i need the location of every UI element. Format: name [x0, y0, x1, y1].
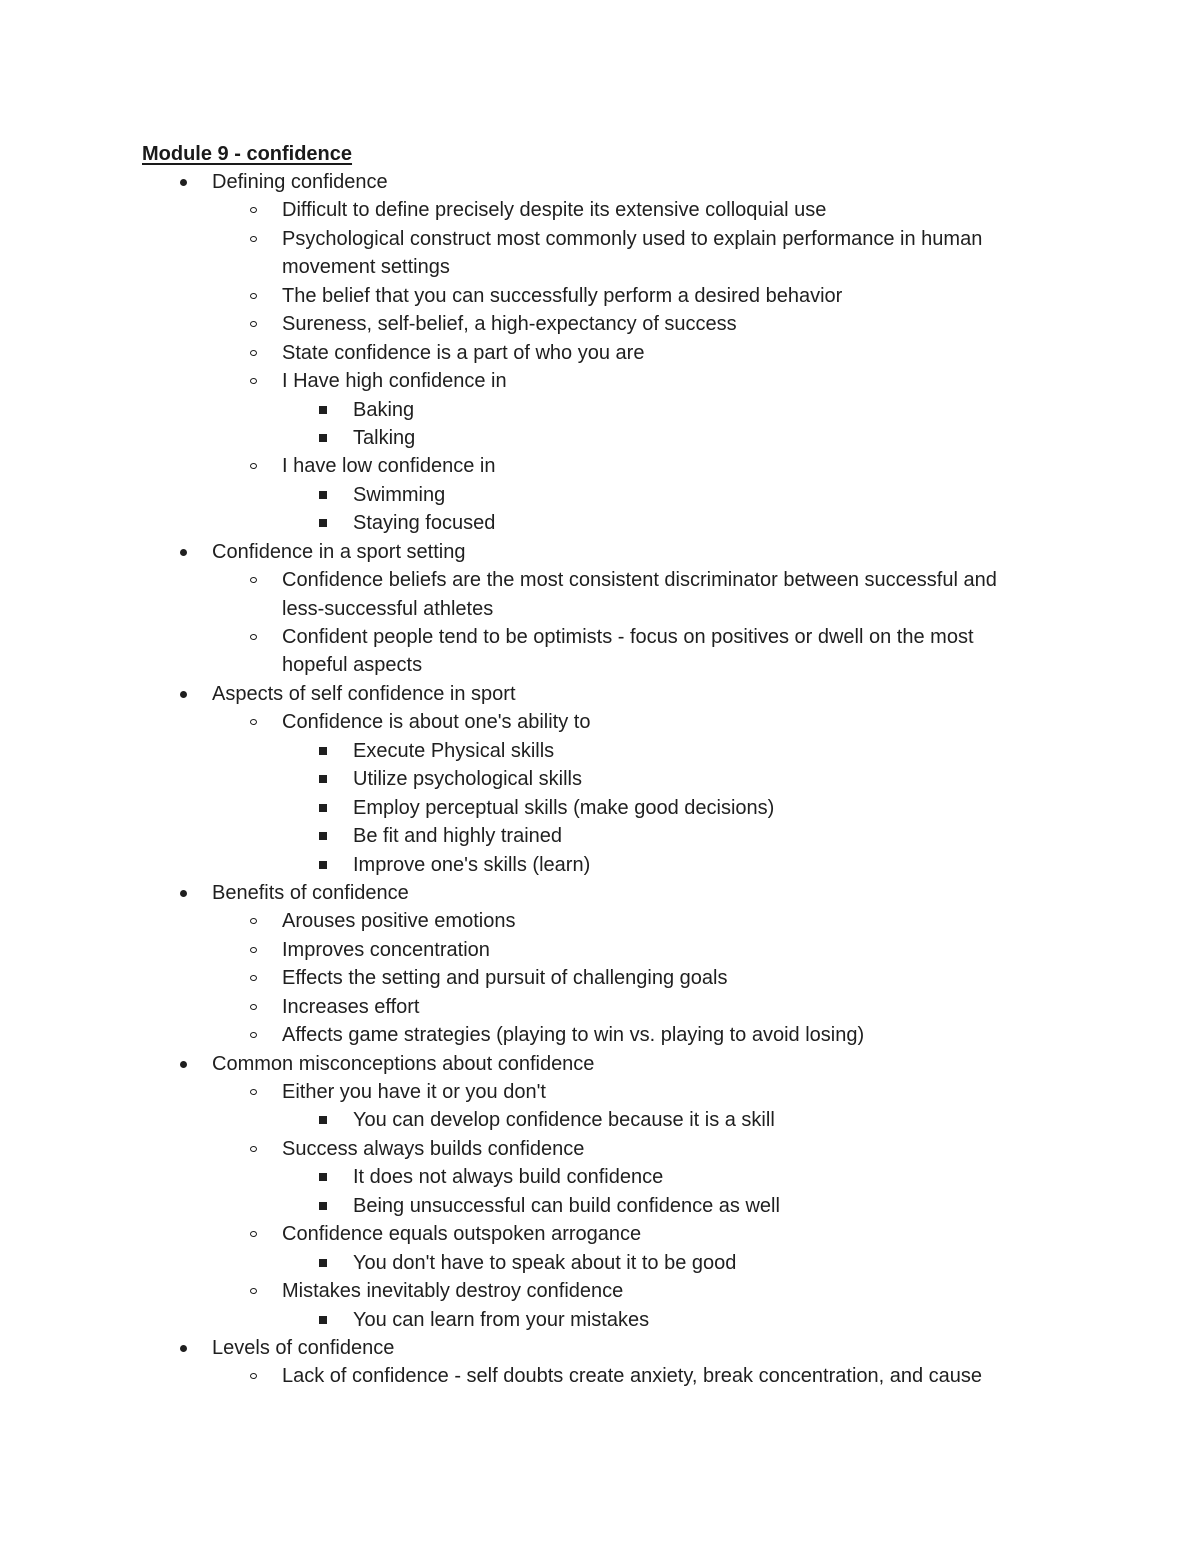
- list-item-text: Psychological construct most commonly used to explain performance in human: [282, 227, 983, 250]
- filled-square-bullet-icon: [319, 491, 327, 499]
- list-item-level-2: [0, 623, 1200, 651]
- list-item-text: Execute Physical skills: [353, 739, 555, 762]
- list-item-level-2: [0, 1078, 1200, 1106]
- list-item-text: I Have high confidence in: [282, 370, 507, 393]
- filled-square-bullet-icon: [319, 775, 327, 783]
- filled-disc-bullet-icon: [180, 890, 187, 897]
- list-item-level-2: [0, 1021, 1200, 1049]
- list-item-text: Increases effort: [282, 995, 420, 1018]
- list-item-text: I have low confidence in: [282, 455, 496, 478]
- list-item-text: Affects game strategies (playing to win vs. playing to avoid losing): [282, 1024, 865, 1047]
- list-item-text: The belief that you can successfully perform a desired behavior: [282, 284, 843, 307]
- list-item-text: Improves concentration: [282, 938, 490, 961]
- list-item-continuation: [0, 651, 1200, 679]
- list-item-level-2: [0, 367, 1200, 395]
- list-item-level-2: [0, 225, 1200, 253]
- list-item-text: Aspects of self confidence in sport: [212, 682, 516, 705]
- list-item-level-3: [0, 1249, 1200, 1277]
- list-item-level-2: [0, 452, 1200, 480]
- list-item-level-2: [0, 310, 1200, 338]
- list-item-text: Be fit and highly trained: [353, 825, 563, 848]
- list-item-level-2: [0, 196, 1200, 224]
- hollow-circle-bullet-icon: [250, 236, 257, 242]
- list-item-text: Mistakes inevitably destroy confidence: [282, 1280, 624, 1303]
- list-item-text: Lack of confidence - self doubts create anxiety, break concentration, and cause: [282, 1365, 983, 1388]
- list-item-level-2: [0, 339, 1200, 367]
- list-item-continuation: [0, 253, 1200, 281]
- hollow-circle-bullet-icon: [250, 463, 257, 469]
- page-title: Module 9 - confidence: [142, 143, 353, 165]
- list-item-level-2: [0, 964, 1200, 992]
- list-item-level-3: [0, 396, 1200, 424]
- list-item-text: hopeful aspects: [282, 654, 423, 677]
- list-item-level-3: [0, 1192, 1200, 1220]
- filled-square-bullet-icon: [319, 1116, 327, 1124]
- hollow-circle-bullet-icon: [250, 378, 257, 384]
- hollow-circle-bullet-icon: [250, 1032, 257, 1038]
- filled-square-bullet-icon: [319, 434, 327, 442]
- list-item-text: Employ perceptual skills (make good decisions): [353, 796, 775, 819]
- filled-square-bullet-icon: [319, 1173, 327, 1181]
- list-item-level-3: [0, 851, 1200, 879]
- list-item-text: Either you have it or you don't: [282, 1081, 546, 1103]
- list-item-text: Benefits of confidence: [212, 881, 409, 904]
- list-item-level-3: [0, 794, 1200, 822]
- list-item-level-1: [0, 538, 1200, 566]
- list-item-level-3: [0, 822, 1200, 850]
- list-item-level-2: [0, 708, 1200, 736]
- list-item-level-2: [0, 936, 1200, 964]
- filled-disc-bullet-icon: [180, 1345, 187, 1352]
- hollow-circle-bullet-icon: [250, 350, 257, 356]
- list-item-text: Sureness, self-belief, a high-expectancy of success: [282, 313, 737, 336]
- list-item-text: You can develop confidence because it is a skill: [353, 1109, 775, 1132]
- list-item-level-2: [0, 1277, 1200, 1305]
- list-item-text: Confidence equals outspoken arrogance: [282, 1223, 642, 1246]
- filled-square-bullet-icon: [319, 1259, 327, 1267]
- list-item-level-1: [0, 168, 1200, 196]
- list-item-level-2: [0, 1362, 1200, 1390]
- bullet-outline: [0, 168, 1200, 1391]
- list-item-text: Utilize psychological skills: [353, 768, 582, 791]
- list-item-text: Confidence in a sport setting: [212, 540, 466, 563]
- filled-square-bullet-icon: [319, 861, 327, 869]
- list-item-level-3: [0, 1106, 1200, 1134]
- list-item-text: Common misconceptions about confidence: [212, 1052, 595, 1075]
- hollow-circle-bullet-icon: [250, 1373, 257, 1379]
- hollow-circle-bullet-icon: [250, 321, 257, 327]
- list-item-text: movement settings: [282, 256, 450, 279]
- list-item-level-1: [0, 1050, 1200, 1078]
- hollow-circle-bullet-icon: [250, 207, 257, 213]
- list-item-level-2: [0, 566, 1200, 594]
- hollow-circle-bullet-icon: [250, 1288, 257, 1294]
- list-item-text: Arouses positive emotions: [282, 910, 516, 933]
- hollow-circle-bullet-icon: [250, 293, 257, 299]
- list-item-text: Improve one's skills (learn): [353, 853, 591, 876]
- filled-square-bullet-icon: [319, 406, 327, 414]
- list-item-level-2: [0, 1135, 1200, 1163]
- filled-disc-bullet-icon: [180, 1061, 187, 1068]
- hollow-circle-bullet-icon: [250, 577, 257, 583]
- hollow-circle-bullet-icon: [250, 1004, 257, 1010]
- list-item-text: Difficult to define precisely despite its extensive colloquial use: [282, 199, 827, 222]
- list-item-level-2: [0, 282, 1200, 310]
- list-item-text: Confident people tend to be optimists - focus on positives or dwell on the most: [282, 626, 974, 648]
- filled-disc-bullet-icon: [180, 549, 187, 556]
- list-item-level-3: [0, 737, 1200, 765]
- filled-square-bullet-icon: [319, 832, 327, 840]
- list-item-level-2: [0, 907, 1200, 935]
- list-item-text: Success always builds confidence: [282, 1137, 585, 1160]
- list-item-text: State confidence is a part of who you are: [282, 341, 645, 364]
- list-item-level-2: [0, 993, 1200, 1021]
- list-item-level-3: [0, 1163, 1200, 1191]
- list-item-text: Being unsuccessful can build confidence as well: [353, 1194, 780, 1217]
- list-item-text: You don't have to speak about it to be good: [353, 1251, 737, 1274]
- filled-square-bullet-icon: [319, 804, 327, 812]
- filled-square-bullet-icon: [319, 747, 327, 755]
- list-item-text: Effects the setting and pursuit of challenging goals: [282, 967, 728, 990]
- list-item-text: Confidence is about one's ability to: [282, 711, 591, 734]
- list-item-text: Staying focused: [353, 512, 496, 535]
- list-item-text: Swimming: [353, 483, 446, 506]
- list-item-level-3: [0, 1306, 1200, 1334]
- list-item-text: Confidence beliefs are the most consistent discriminator between successful and: [282, 569, 997, 592]
- list-item-text: Defining confidence: [212, 171, 388, 193]
- list-item-level-3: [0, 765, 1200, 793]
- filled-square-bullet-icon: [319, 519, 327, 527]
- hollow-circle-bullet-icon: [250, 719, 257, 725]
- list-item-text: You can learn from your mistakes: [353, 1308, 650, 1331]
- list-item-text: Talking: [353, 426, 416, 449]
- filled-square-bullet-icon: [319, 1316, 327, 1324]
- list-item-text: Levels of confidence: [212, 1336, 395, 1359]
- hollow-circle-bullet-icon: [250, 918, 257, 924]
- filled-disc-bullet-icon: [180, 179, 187, 186]
- hollow-circle-bullet-icon: [250, 634, 257, 640]
- list-item-level-3: [0, 509, 1200, 537]
- list-item-level-2: [0, 1220, 1200, 1248]
- list-item-level-1: [0, 680, 1200, 708]
- hollow-circle-bullet-icon: [250, 1231, 257, 1237]
- list-item-level-1: [0, 879, 1200, 907]
- hollow-circle-bullet-icon: [250, 947, 257, 953]
- list-item-continuation: [0, 595, 1200, 623]
- list-item-text: less-successful athletes: [282, 597, 494, 620]
- hollow-circle-bullet-icon: [250, 1089, 257, 1095]
- filled-disc-bullet-icon: [180, 691, 187, 698]
- list-item-level-3: [0, 424, 1200, 452]
- list-item-level-1: [0, 1334, 1200, 1362]
- list-item-text: Baking: [353, 398, 415, 421]
- list-item-text: It does not always build confidence: [353, 1166, 664, 1189]
- hollow-circle-bullet-icon: [250, 975, 257, 981]
- list-item-level-3: [0, 481, 1200, 509]
- hollow-circle-bullet-icon: [250, 1146, 257, 1152]
- filled-square-bullet-icon: [319, 1202, 327, 1210]
